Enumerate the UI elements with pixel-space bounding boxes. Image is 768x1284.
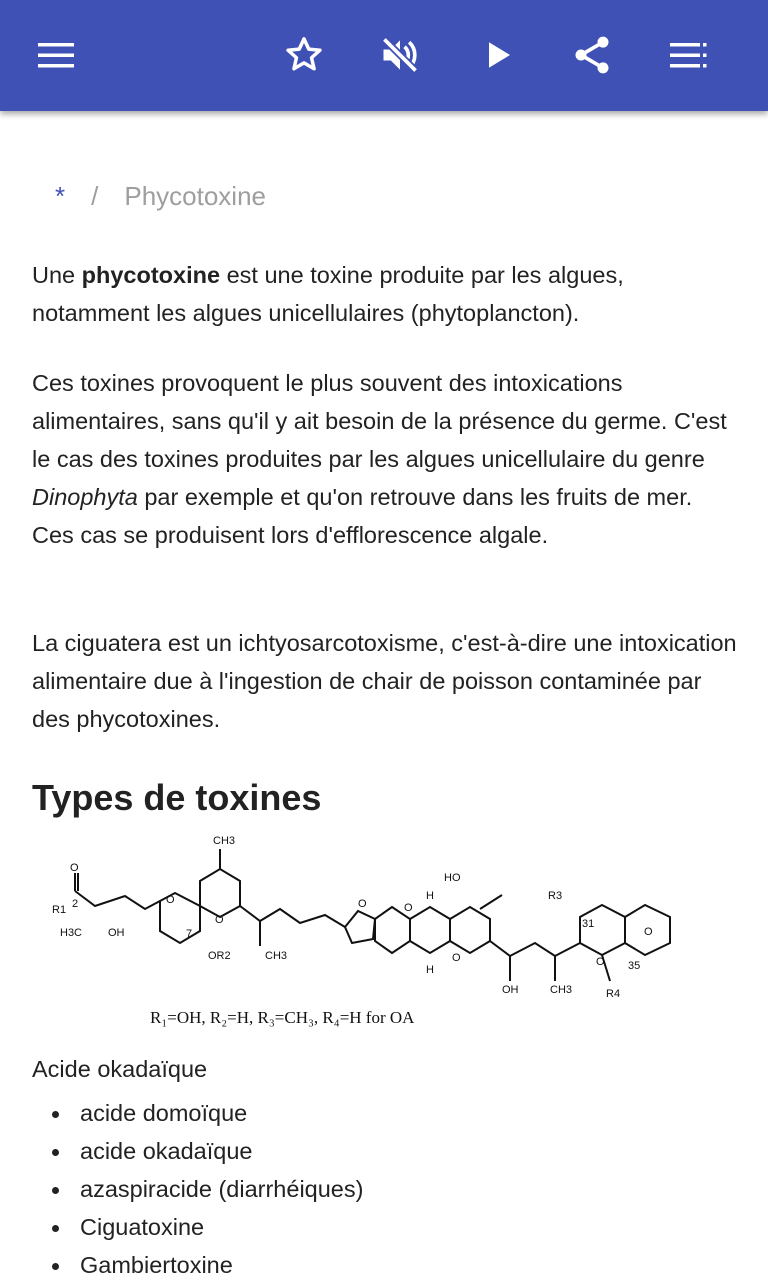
favorite-button[interactable] <box>276 27 332 83</box>
formula-label: O <box>166 894 175 906</box>
breadcrumb-home-link[interactable]: * <box>55 181 66 211</box>
formula-label: O <box>644 926 653 938</box>
playlist-icon <box>668 35 708 75</box>
formula-label: 7 <box>186 928 193 940</box>
breadcrumb <box>55 181 266 212</box>
share-button[interactable] <box>564 27 620 83</box>
formula-label: CH3 <box>550 984 573 996</box>
formula-label: HO <box>444 872 461 884</box>
list-item: Ciguatoxine <box>32 1208 732 1246</box>
formula-label: H <box>426 964 434 976</box>
list-item: azaspiracide (diarrhéiques) <box>32 1170 732 1208</box>
formula-label: O <box>404 902 413 914</box>
formula-label: R1 <box>52 904 67 916</box>
formula-label: 2 <box>72 898 79 910</box>
ciguatera-paragraph: La ciguatera est un ichtyosarcotoxisme, c'est-à-dire une intoxication alimentaire due à l'ingestion de chair de poisson contaminée par des phycotoxines. <box>32 630 737 732</box>
body-text: Ces toxines provoquent le plus souvent des intoxications alimentaires, sans qu'il y ait besoin de la présence du germe. C'est le cas des toxines produites par les algues unicellulaire du genre <box>32 370 727 472</box>
play-icon <box>480 37 516 73</box>
play-button[interactable] <box>470 27 526 83</box>
figure-caption: Acide okadaïque <box>32 1056 208 1082</box>
term-bold: phycotoxine <box>81 262 221 288</box>
formula-label: 35 <box>628 960 641 972</box>
intro-text: Une <box>32 262 82 288</box>
mute-button[interactable] <box>372 27 428 83</box>
toxin-list <box>32 1094 732 1284</box>
breadcrumb-current: Phycotoxine <box>124 181 267 211</box>
formula-label: CH3 <box>213 835 236 847</box>
formula-label: O <box>358 898 367 910</box>
body-paragraph <box>32 364 740 554</box>
formula-label: 31 <box>582 918 595 930</box>
section-heading: Types de toxines <box>32 777 322 818</box>
app-toolbar <box>0 0 768 111</box>
formula-label: R3 <box>548 890 563 902</box>
menu-icon <box>36 35 76 75</box>
genus-italic: Dinophyta <box>32 484 138 510</box>
star-outline-icon <box>282 33 326 77</box>
formula-label: O <box>70 862 79 874</box>
figure-legend: R₁=OH, R₂=H, R₃=CH₃, R₄=H for OA <box>150 1008 415 1027</box>
formula-label: H3C <box>60 927 83 939</box>
formula-label: CH3 <box>265 950 288 962</box>
intro-text: est une toxine produite par les algues, notamment les algues unicellulaires (phytoplancton). <box>32 262 624 326</box>
breadcrumb-separator: / <box>91 181 99 211</box>
formula-label: OH <box>108 927 125 939</box>
formula-label: OH <box>502 984 519 996</box>
formula-label: O <box>452 952 461 964</box>
intro-paragraph <box>32 256 740 332</box>
list-item: acide okadaïque <box>32 1132 732 1170</box>
formula-label: O <box>596 956 605 968</box>
formula-label: R4 <box>606 988 621 1000</box>
formula-label: O <box>215 914 224 926</box>
share-icon <box>570 33 614 77</box>
list-item: Gambiertoxine <box>32 1246 732 1284</box>
formula-label: OR2 <box>208 950 231 962</box>
contents-button[interactable] <box>660 27 716 83</box>
okadaic-acid-structure-figure <box>40 831 690 1041</box>
list-item: acide domoïque <box>32 1094 732 1132</box>
formula-label: H <box>426 890 434 902</box>
body-text: par exemple et qu'on retrouve dans les fruits de mer. Ces cas se produisent lors d'efflorescence algale. <box>32 484 693 548</box>
volume-off-icon <box>378 33 422 77</box>
menu-button[interactable] <box>28 27 84 83</box>
